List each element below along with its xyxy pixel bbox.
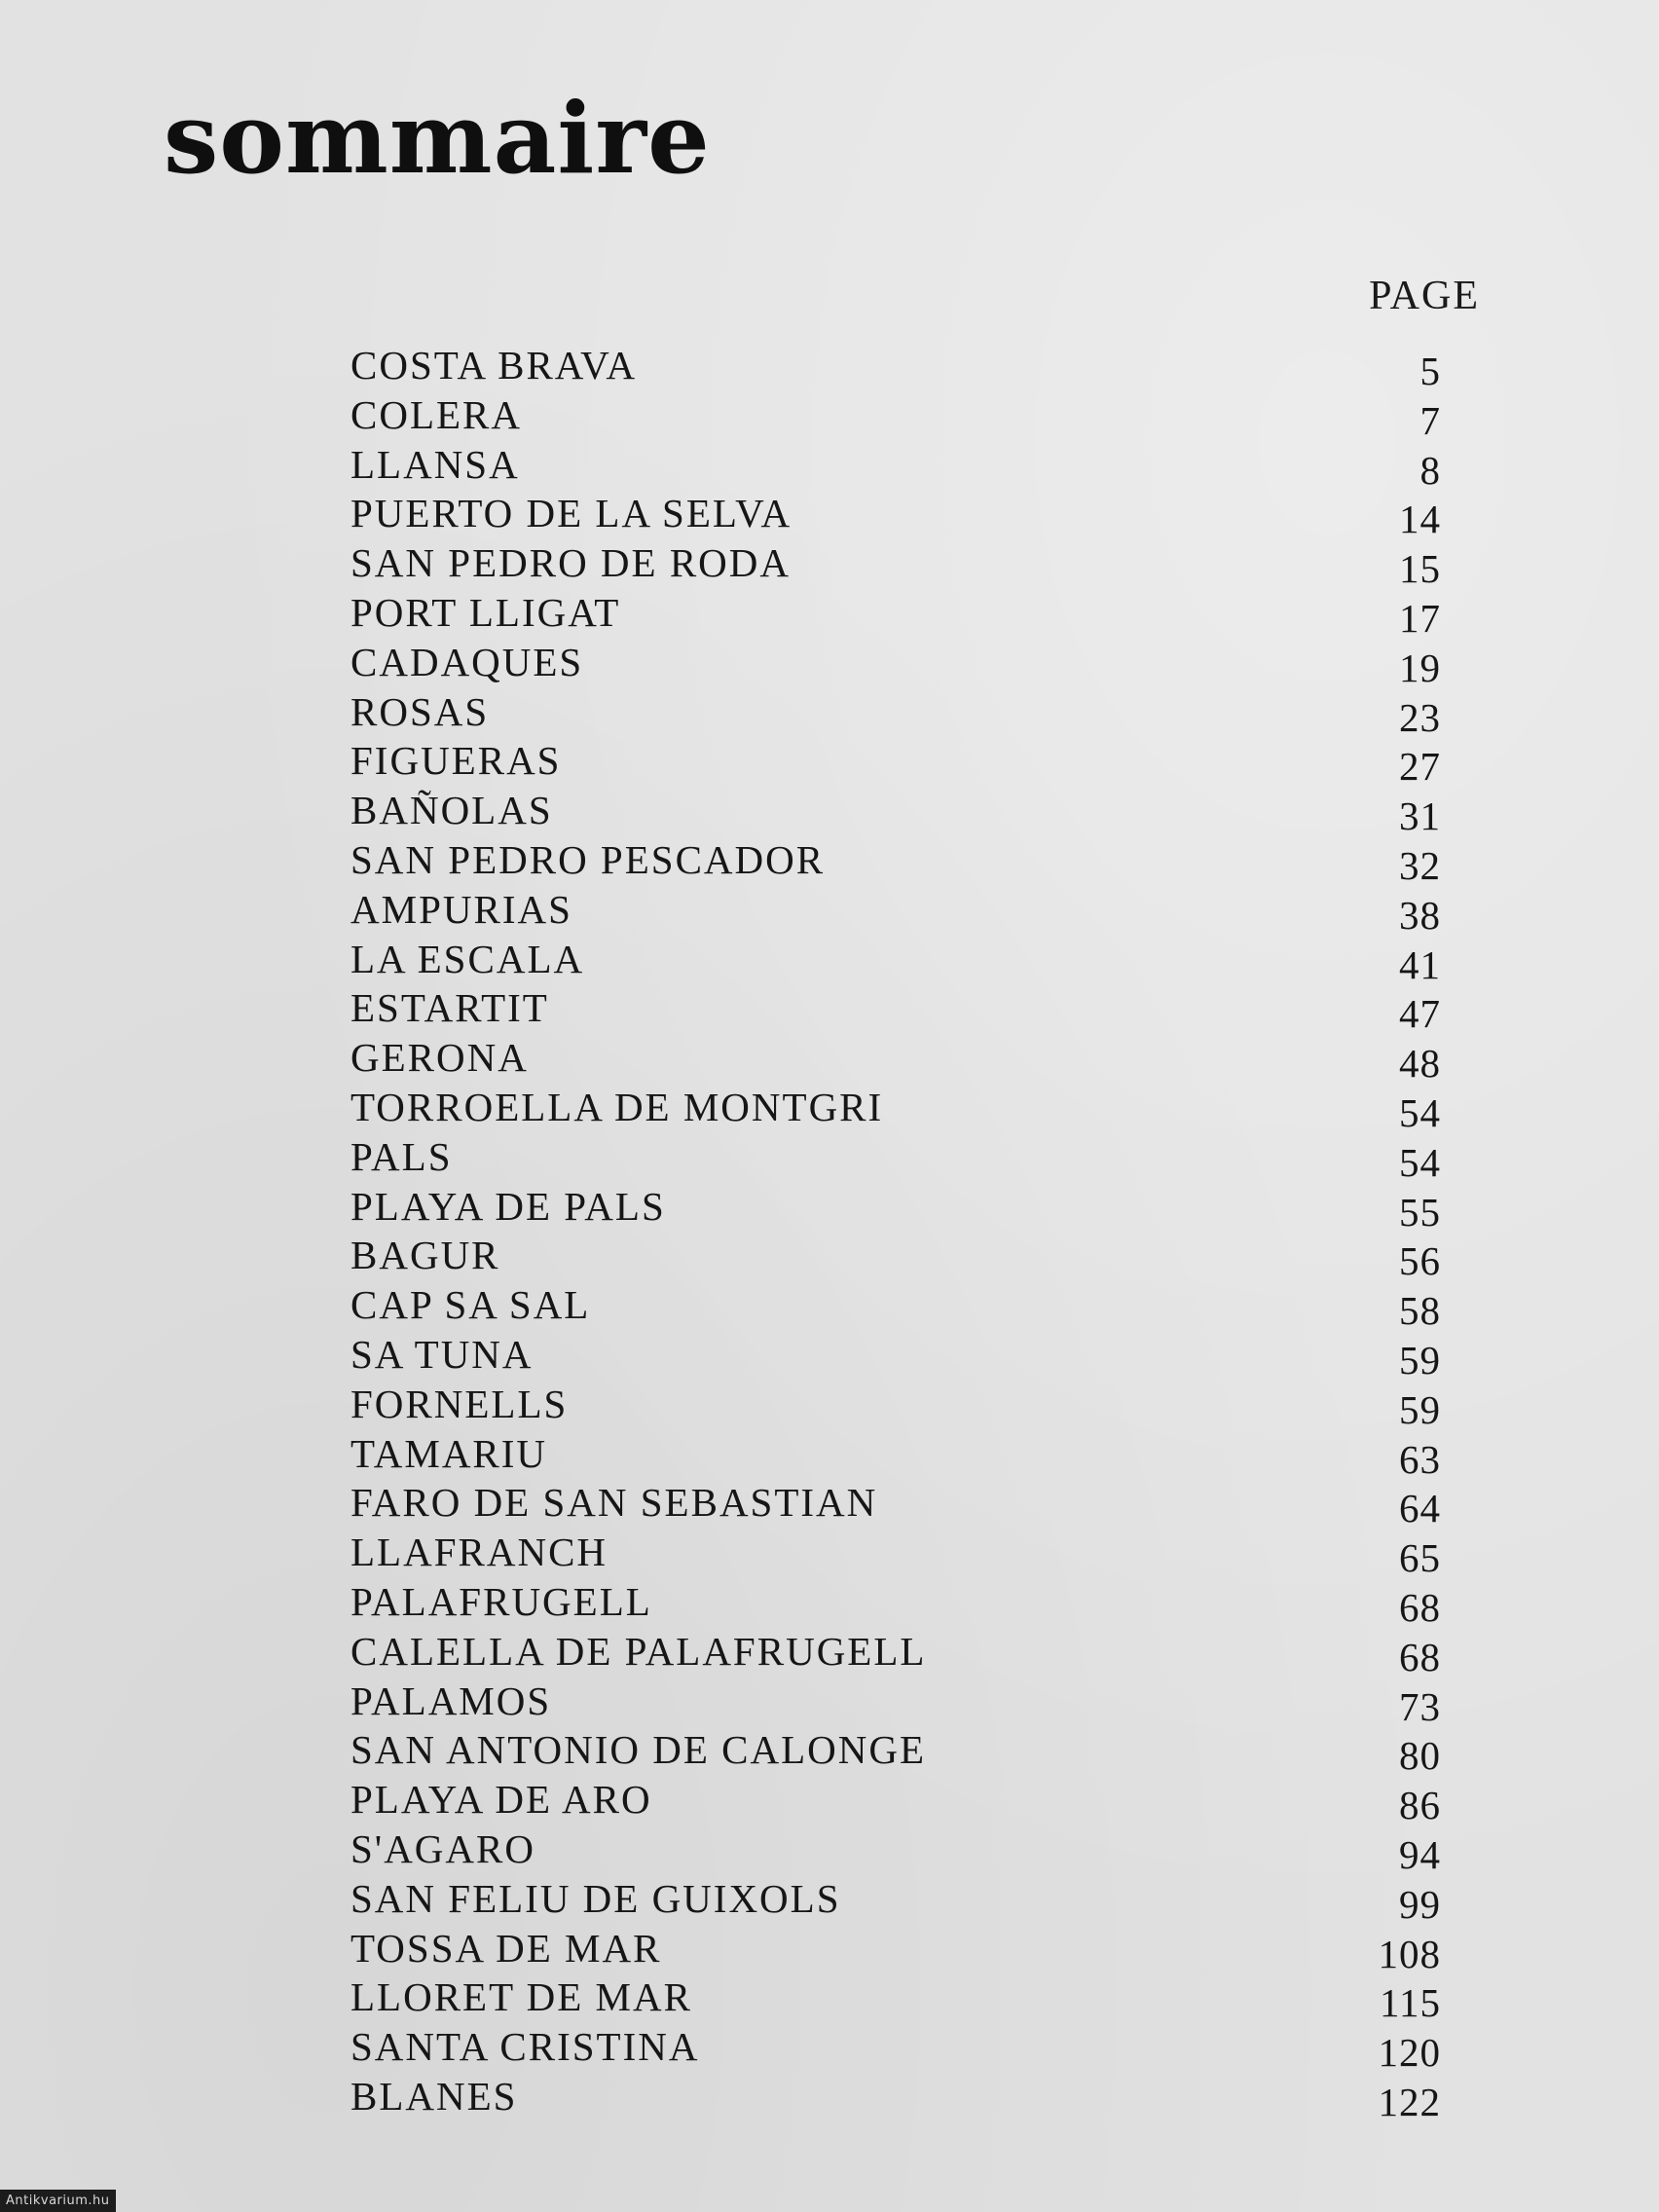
toc-entry-title: FARO DE SAN SEBASTIAN — [350, 1480, 878, 1526]
toc-entry-title: SAN ANTONIO DE CALONGE — [350, 1727, 927, 1773]
toc-entry-title: GERONA — [350, 1035, 529, 1081]
toc-entry-page-number: 5 — [1419, 349, 1441, 393]
toc-entry-title: COLERA — [350, 391, 522, 437]
toc-entry-page-number: 32 — [1399, 842, 1441, 888]
toc-entry — [350, 2073, 1441, 2122]
toc-entry-title: SA TUNA — [350, 1331, 534, 1377]
toc-entry-title: PLAYA DE PALS — [350, 1183, 666, 1229]
toc-entry — [350, 1331, 1441, 1381]
toc-entry-title: PALS — [350, 1133, 453, 1179]
toc-entry — [350, 1776, 1441, 1828]
toc-entry — [350, 787, 1441, 839]
toc-entry-page-number: 38 — [1399, 892, 1441, 938]
toc-entry-title: ROSAS — [350, 688, 490, 734]
toc-entry-title: TAMARIU — [350, 1430, 548, 1476]
toc-entry — [350, 1875, 1441, 1925]
toc-entry — [350, 1084, 1441, 1133]
toc-entry-page-number: 115 — [1380, 1980, 1441, 2026]
toc-entry — [350, 1183, 1441, 1233]
toc-entry — [350, 342, 1441, 391]
toc-entry — [350, 688, 1441, 738]
toc-entry-page-number: 47 — [1399, 991, 1441, 1037]
toc-entry-title: CAP SA SAL — [350, 1282, 591, 1328]
toc-entry — [350, 886, 1441, 936]
toc-entry-title: CALELLA DE PALAFRUGELL — [350, 1628, 927, 1674]
toc-entry — [350, 2023, 1441, 2076]
toc-entry-page-number: 56 — [1399, 1238, 1441, 1284]
watermark: Antikvarium.hu — [0, 2190, 116, 2212]
toc-entry-page-number: 58 — [1399, 1288, 1441, 1334]
toc-entry-title: PALAMOS — [350, 1677, 552, 1723]
toc-entry-page-number: 94 — [1399, 1831, 1441, 1877]
toc-entry — [350, 984, 1441, 1037]
table-of-contents — [350, 342, 1441, 2122]
toc-entry — [350, 539, 1441, 592]
toc-entry-page-number: 59 — [1399, 1386, 1441, 1432]
toc-entry-page-number: 17 — [1399, 595, 1441, 641]
toc-entry-title: LLORET DE MAR — [350, 1974, 692, 2020]
toc-entry-page-number: 108 — [1378, 1931, 1441, 1976]
toc-entry-title: SANTA CRISTINA — [350, 2024, 700, 2070]
toc-entry-title: SAN PEDRO DE RODA — [350, 540, 792, 586]
toc-entry — [350, 1578, 1441, 1628]
toc-entry-page-number: 8 — [1419, 447, 1441, 493]
toc-entry-page-number: 31 — [1399, 793, 1441, 839]
toc-entry-page-number: 68 — [1399, 1634, 1441, 1679]
toc-entry-title: BLANES — [350, 2073, 518, 2119]
toc-entry-title: BAÑOLAS — [350, 788, 553, 833]
toc-entry — [350, 639, 1441, 688]
toc-entry — [350, 1133, 1441, 1183]
toc-entry-page-number: 7 — [1419, 397, 1441, 443]
toc-entry-page-number: 120 — [1378, 2030, 1441, 2076]
toc-entry-page-number: 27 — [1399, 744, 1441, 790]
toc-entry — [350, 1232, 1441, 1284]
toc-entry-title: LLAFRANCH — [350, 1530, 608, 1575]
toc-entry-page-number: 55 — [1399, 1189, 1441, 1235]
toc-entry-title: TOSSA DE MAR — [350, 1925, 662, 1971]
toc-entry — [350, 1628, 1441, 1677]
toc-entry-title: PORT LLIGAT — [350, 589, 621, 635]
toc-entry — [350, 1677, 1441, 1727]
toc-entry — [350, 589, 1441, 639]
toc-entry-page-number: 54 — [1399, 1139, 1441, 1185]
toc-entry — [350, 1281, 1441, 1334]
toc-entry-title: PLAYA DE ARO — [350, 1777, 652, 1823]
toc-entry-title: S'AGARO — [350, 1825, 535, 1871]
toc-entry-page-number: 122 — [1378, 2079, 1441, 2124]
toc-entry-page-number: 65 — [1399, 1535, 1441, 1581]
page-column-header: PAGE — [1369, 274, 1480, 318]
toc-entry-title: LA ESCALA — [350, 936, 585, 981]
toc-entry-title: CADAQUES — [350, 639, 584, 684]
toc-entry — [350, 1381, 1441, 1430]
toc-entry — [350, 836, 1441, 886]
toc-entry — [350, 1973, 1441, 2026]
toc-entry — [350, 1529, 1441, 1581]
toc-entry-page-number: 19 — [1399, 645, 1441, 690]
toc-entry-page-number: 41 — [1399, 941, 1441, 987]
toc-entry-page-number: 48 — [1399, 1041, 1441, 1087]
toc-entry — [350, 1479, 1441, 1529]
toc-entry-title: PUERTO DE LA SELVA — [350, 491, 793, 536]
toc-entry-title: TORROELLA DE MONTGRI — [350, 1084, 884, 1129]
toc-entry-page-number: 59 — [1399, 1337, 1441, 1382]
toc-entry-title: LLANSA — [350, 441, 520, 487]
toc-entry — [350, 936, 1441, 985]
toc-entry-title: AMPURIAS — [350, 886, 572, 932]
page-title: sommaire — [164, 81, 711, 196]
toc-entry — [350, 1726, 1441, 1779]
toc-entry-page-number: 15 — [1399, 546, 1441, 592]
toc-entry-title: COSTA BRAVA — [350, 343, 638, 387]
toc-entry — [350, 441, 1441, 491]
toc-entry-title: SAN PEDRO PESCADOR — [350, 836, 826, 882]
toc-entry-page-number: 68 — [1399, 1584, 1441, 1630]
toc-entry-page-number: 73 — [1399, 1683, 1441, 1729]
toc-entry-title: FIGUERAS — [350, 738, 562, 784]
toc-entry-title: FORNELLS — [350, 1381, 569, 1426]
toc-entry-page-number: 86 — [1399, 1783, 1441, 1828]
toc-entry — [350, 1825, 1441, 1875]
toc-entry-title: SAN FELIU DE GUIXOLS — [350, 1875, 841, 1921]
toc-entry-title: ESTARTIT — [350, 985, 549, 1031]
toc-entry — [350, 1925, 1441, 1974]
toc-entry — [350, 1034, 1441, 1087]
toc-entry-page-number: 64 — [1399, 1486, 1441, 1531]
toc-entry — [350, 1430, 1441, 1480]
toc-entry-page-number: 80 — [1399, 1733, 1441, 1779]
toc-entry-title: BAGUR — [350, 1233, 500, 1278]
toc-entry — [350, 737, 1441, 790]
toc-entry-page-number: 23 — [1399, 694, 1441, 740]
toc-entry-page-number: 14 — [1399, 497, 1441, 542]
toc-entry-title: PALAFRUGELL — [350, 1578, 652, 1624]
toc-entry — [350, 391, 1441, 441]
toc-entry-page-number: 99 — [1399, 1881, 1441, 1927]
toc-entry — [350, 490, 1441, 542]
toc-entry-page-number: 54 — [1399, 1089, 1441, 1135]
toc-entry-page-number: 63 — [1399, 1436, 1441, 1482]
